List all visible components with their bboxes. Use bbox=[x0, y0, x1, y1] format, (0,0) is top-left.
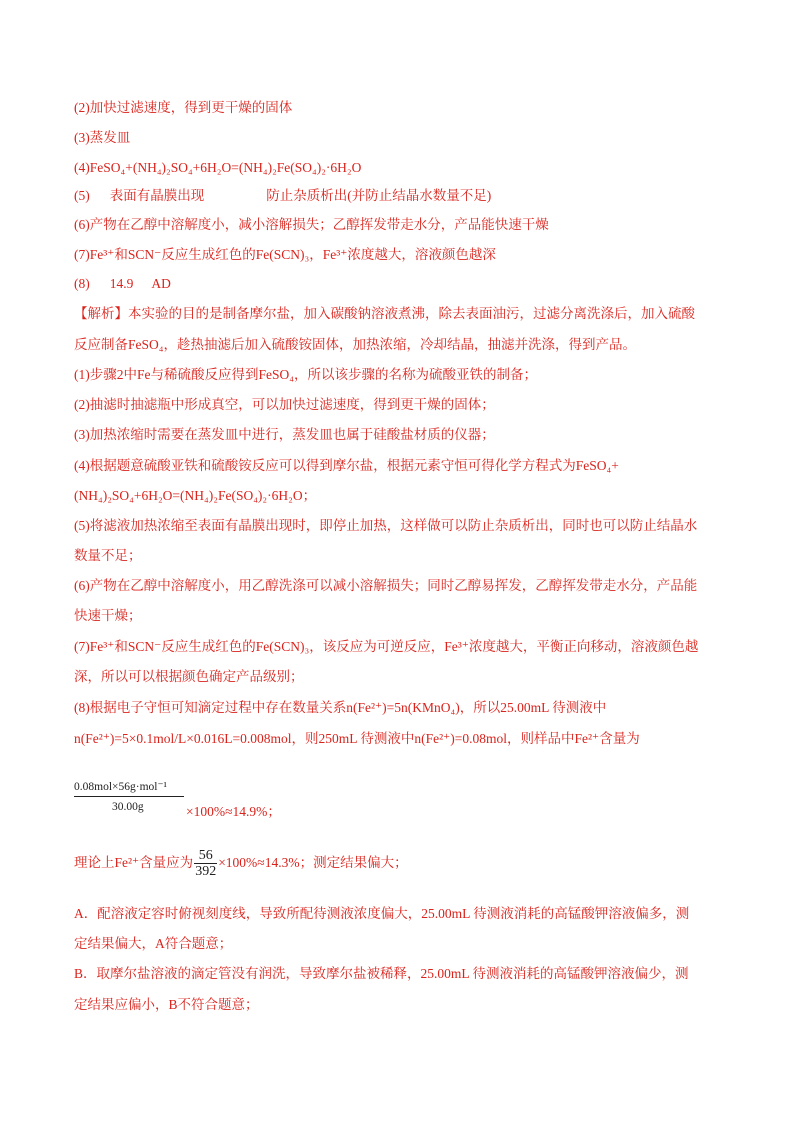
analysis-line: (NH₄)₂SO₄+6H₂O=(NH₄)₂Fe(SO₄)₂·6H₂O； bbox=[74, 488, 317, 503]
fraction-denominator: 30.00g bbox=[112, 801, 144, 813]
answer-6: (6)产物在乙醇中溶解度小，减小溶解损失；乙醇挥发带走水分，产品能快速干燥 bbox=[74, 217, 549, 232]
option-b-line: B．取摩尔盐溶液的滴定管没有润洗，导致摩尔盐被稀释，25.00mL 待测液消耗的高锰酸钾溶液偏少，测 bbox=[74, 966, 689, 981]
answer-8-choice: AD bbox=[151, 276, 171, 291]
option-a-line: A．配溶液定容时俯视刻度线，导致所配待测液浓度偏大，25.00mL 待测液消耗的高锰酸钾溶液偏多，测 bbox=[74, 906, 690, 921]
theory-prefix: 理论上Fe²⁺含量应为 bbox=[74, 854, 194, 870]
theory-line bbox=[74, 848, 408, 880]
answer-3: (3)蒸发皿 bbox=[74, 130, 131, 145]
answer-5 bbox=[74, 189, 491, 203]
answer-5-part1: 表面有晶膜出现 bbox=[109, 188, 205, 203]
option-b-line: 定结果应偏小，B不符合题意； bbox=[74, 997, 259, 1012]
analysis-line: n(Fe²⁺)=5×0.1mol/L×0.016L=0.008mol，则250mL 待测液中n(Fe²⁺)=0.08mol，则样品中Fe²⁺含量为 bbox=[74, 731, 640, 746]
analysis-line: 【解析】本实验的目的是制备摩尔盐，加入碳酸钠溶液煮沸，除去表面油污，过滤分离洗涤后，加入硫酸 bbox=[74, 306, 695, 321]
analysis-line: (5)将滤液加热浓缩至表面有晶膜出现时，即停止加热，这样做可以防止杂质析出，同时也可以防止结晶水 bbox=[74, 518, 698, 533]
option-a-line: 定结果偏大，A符合题意； bbox=[74, 936, 233, 951]
analysis-line: 数量不足； bbox=[74, 548, 142, 563]
analysis-line: (1)步骤2中Fe与稀硫酸反应得到FeSO₄，所以该步骤的名称为硫酸亚铁的制备； bbox=[74, 367, 537, 382]
answer-7: (7)Fe³⁺和SCN⁻反应生成红色的Fe(SCN)₃，Fe³⁺浓度越大，溶液颜色越深 bbox=[74, 247, 496, 262]
theory-denominator: 392 bbox=[195, 864, 217, 880]
iron-content-fraction bbox=[74, 779, 169, 813]
analysis-line: (7)Fe³⁺和SCN⁻反应生成红色的Fe(SCN)₃，该反应为可逆反应，Fe³⁺浓度越大，平衡正向移动，溶液颜色越 bbox=[74, 639, 699, 654]
theory-fraction bbox=[194, 848, 217, 880]
answer-5-part2: 防止杂质析出(并防止结晶水数量不足) bbox=[266, 188, 492, 203]
analysis-line: (4)根据题意硫酸亚铁和硫酸铵反应可以得到摩尔盐，根据元素守恒可得化学方程式为FeSO₄+ bbox=[74, 458, 619, 473]
analysis-line: 快速干燥； bbox=[74, 608, 142, 623]
answer-8-number: (8) bbox=[74, 276, 90, 291]
fraction-result: ×100%≈14.9%； bbox=[186, 804, 281, 819]
theory-numerator: 56 bbox=[198, 848, 213, 863]
answer-5-number: (5) bbox=[74, 188, 90, 203]
answer-8-value: 14.9 bbox=[109, 276, 134, 291]
analysis-line: 反应制备FeSO₄，趁热抽滤后加入硫酸铵固体，加热浓缩，冷却结晶，抽滤并洗涤，得到产品。 bbox=[74, 337, 636, 352]
answer-8 bbox=[74, 277, 171, 291]
fraction-numerator: 0.08mol×56g·mol⁻¹ bbox=[74, 781, 167, 793]
fraction-bar bbox=[74, 796, 184, 797]
answer-4: (4)FeSO₄+(NH₄)₂SO₄+6H₂O=(NH₄)₂Fe(SO₄)₂·6H₂O bbox=[74, 160, 362, 175]
answer-2: (2)加快过滤速度，得到更干燥的固体 bbox=[74, 100, 293, 115]
theory-suffix: ×100%≈14.3%；测定结果偏大； bbox=[218, 854, 408, 870]
analysis-line: (2)抽滤时抽滤瓶中形成真空，可以加快过滤速度，得到更干燥的固体； bbox=[74, 397, 495, 412]
analysis-line: (8)根据电子守恒可知滴定过程中存在数量关系n(Fe²⁺)=5n(KMnO₄)，所以25.00mL 待测液中 bbox=[74, 700, 607, 715]
analysis-line: 深，所以可以根据颜色确定产品级别； bbox=[74, 669, 304, 684]
analysis-line: (6)产物在乙醇中溶解度小，用乙醇洗涤可以减小溶解损失；同时乙醇易挥发，乙醇挥发带走水分，产品能 bbox=[74, 578, 698, 593]
analysis-line: (3)加热浓缩时需要在蒸发皿中进行，蒸发皿也属于硅酸盐材质的仪器； bbox=[74, 427, 495, 442]
